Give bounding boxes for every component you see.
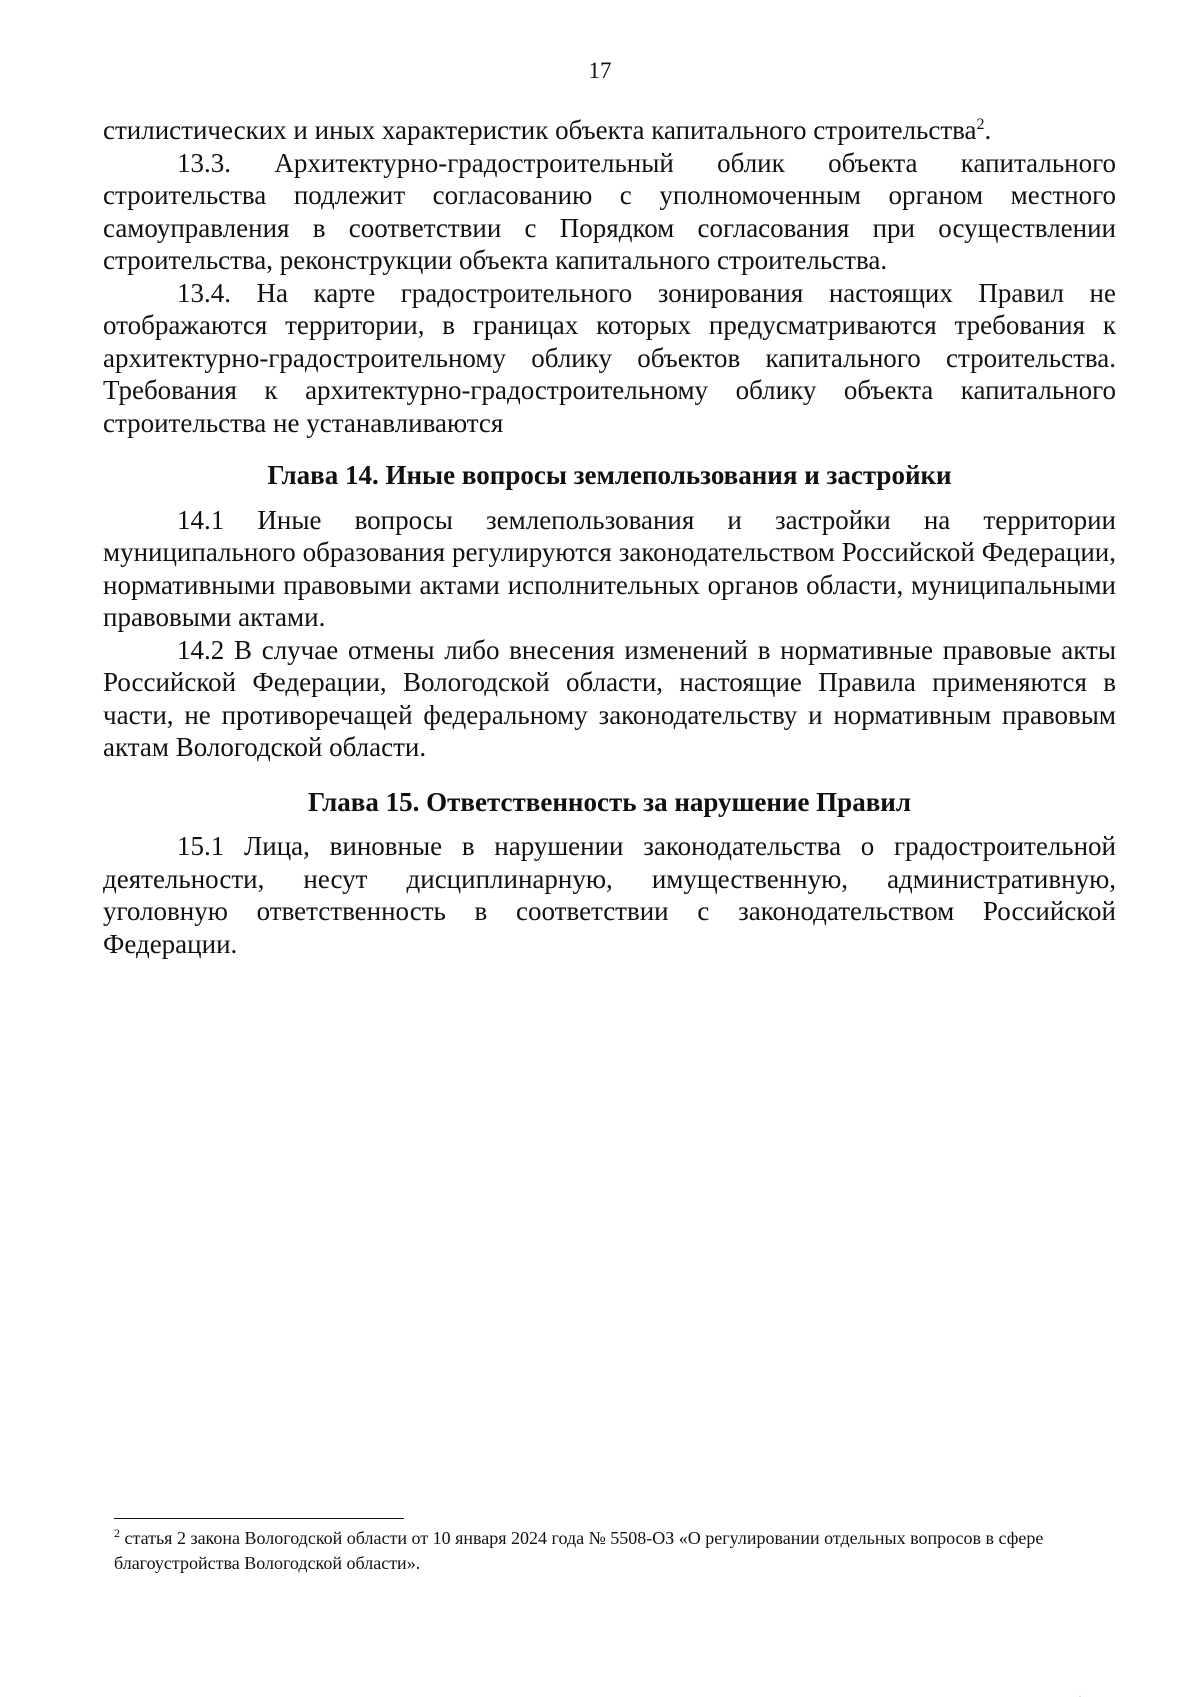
paragraph-15-1: 15.1 Лица, виновные в нарушении законодательства о градостроительной деятельности, несут дисциплинарную, имущественную, административную, уголовную ответственность в соответствии с законодательством Российской Федерации. <box>103 831 1116 959</box>
paragraph-13-3: 13.3. Архитектурно-градостроительный облик объекта капитального строительства подлежит согласованию с уполномоченным органом местного самоуправления в соответствии с Порядком согласования при осуществлении строительства, реконструкции объекта капитального строительства. <box>103 147 1116 275</box>
chapter-14-heading: Глава 14. Иные вопросы землепользования и застройки <box>267 460 952 490</box>
document-body <box>103 114 1116 960</box>
chapter-15-heading: Глава 15. Ответственность за нарушение Правил <box>308 786 911 817</box>
footnote-text: статья 2 закона Вологодской области от 10 января 2024 года № 5508-ОЗ «О регулировании отдельных вопросов в сфере благоустройства Вологодской области». <box>114 1528 1044 1573</box>
paragraph-14-2: 14.2 В случае отмены либо внесения изменений в нормативные правовые акты Российской Федерации, Вологодской области, настоящие Правила применяются в части, не противоречащей федеральному законодательству и нормативным правовым актам Вологодской области. <box>103 634 1116 762</box>
page-number: 17 <box>588 58 612 83</box>
paragraph-continuation <box>103 114 1116 147</box>
paragraph-14-1: 14.1 Иные вопросы землепользования и застройки на территории муниципального образования регулируются законодательством Российской Федерации, нормативными правовыми актами исполнительных органов области, муниципальными правовыми актами. <box>103 504 1116 632</box>
footnote <box>114 1526 1114 1576</box>
footnote-marker: 2 <box>114 1526 120 1540</box>
footnote-reference: 2 <box>976 116 985 133</box>
paragraph-13-4: 13.4. На карте градостроительного зонирования настоящих Правил не отображаются территории, в границах которых предусматриваются требования к архитектурно-градостроительному облику объектов капитального строительства. Требования к архитектурно-градостроительному облику объекта капитального строительства не устанавливаются <box>103 277 1116 438</box>
footnote-separator <box>114 1518 404 1519</box>
paragraph-continuation-text: стилистических и иных характеристик объекта капитального строительства <box>103 115 977 145</box>
paragraph-continuation-end: . <box>984 115 992 145</box>
scan-edge-marks: ׅ <box>1080 1683 1083 1697</box>
